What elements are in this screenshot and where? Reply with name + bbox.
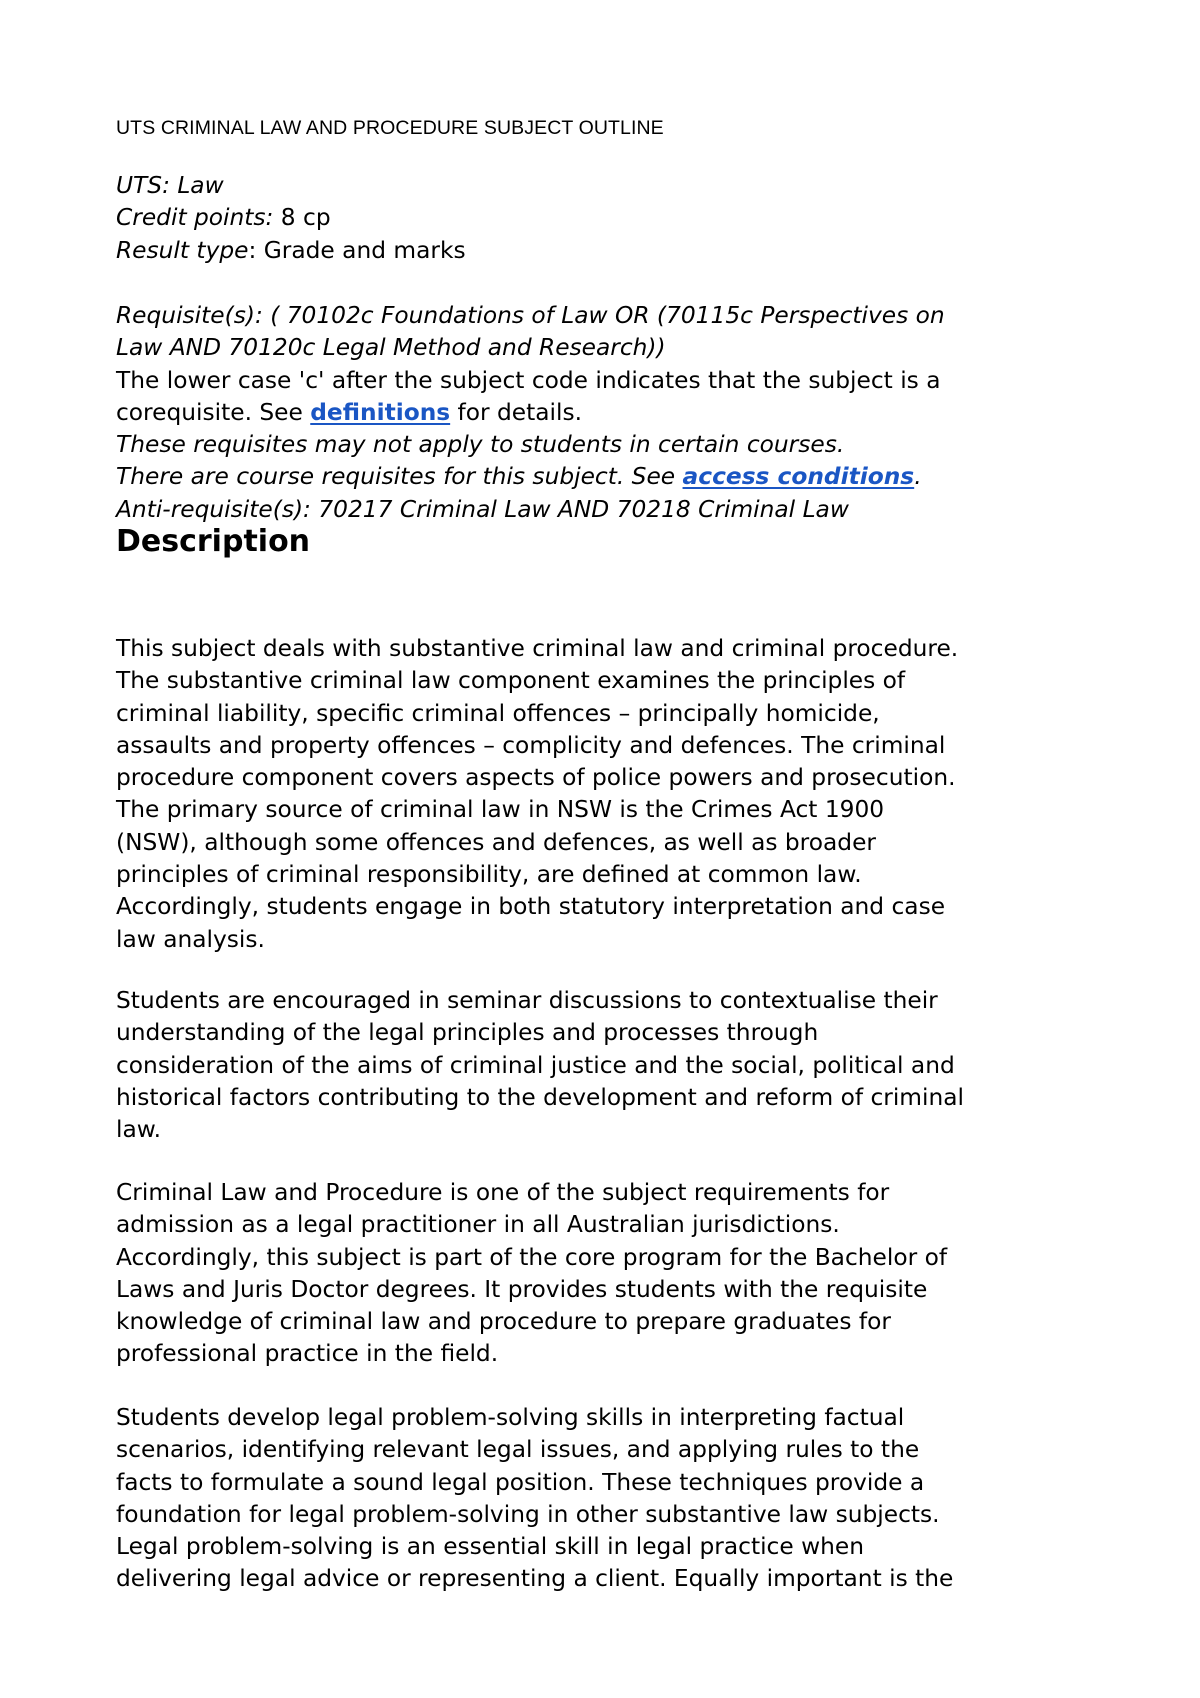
paragraph-line: criminal liability, specific criminal offences – principally homicide, bbox=[116, 699, 880, 727]
paragraph-line: professional practice in the field. bbox=[116, 1340, 499, 1368]
description-heading: Description bbox=[116, 524, 311, 559]
course-requisites-line bbox=[116, 461, 1116, 493]
paragraph-line: The primary source of criminal law in NSW is the Crimes Act 1900 bbox=[116, 796, 885, 824]
paragraph-line: Legal problem-solving is an essential skill in legal practice when bbox=[116, 1533, 865, 1561]
credit-points-value: 8 cp bbox=[273, 204, 331, 232]
paragraph-line: assaults and property offences – complicity and defences. The criminal bbox=[116, 731, 946, 759]
paragraph-line: This subject deals with substantive criminal law and criminal procedure. bbox=[116, 635, 959, 662]
paragraph-line: consideration of the aims of criminal justice and the social, political and bbox=[116, 1051, 955, 1079]
paragraph-line: law analysis. bbox=[116, 925, 265, 953]
result-type-label: Result type bbox=[116, 236, 249, 264]
paragraph-line: facts to formulate a sound legal position. These techniques provide a bbox=[116, 1468, 925, 1496]
requisite-line-1: Requisite(s): ( 70102c Foundations of Law OR (70115c Perspectives on bbox=[116, 302, 945, 329]
paragraph-line: (NSW), although some offences and defences, as well as broader bbox=[116, 828, 876, 856]
paragraph-line: procedure component covers aspects of police powers and prosecution. bbox=[116, 764, 956, 792]
paragraph-line: Students are encouraged in seminar discussions to contextualise their bbox=[116, 987, 938, 1014]
description-paragraph-2 bbox=[116, 985, 1116, 1146]
document-title: UTS CRIMINAL LAW AND PROCEDURE SUBJECT OUTLINE bbox=[116, 117, 664, 139]
paragraph-line: Accordingly, this subject is part of the core program for the Bachelor of bbox=[116, 1243, 948, 1271]
requisites-may-not-apply: These requisites may not apply to students in certain courses. bbox=[116, 431, 845, 459]
faculty-label: UTS: bbox=[116, 172, 170, 199]
paragraph-line: delivering legal advice or representing a client. Equally important is the bbox=[116, 1565, 954, 1593]
paragraph-line: historical factors contributing to the development and reform of criminal bbox=[116, 1083, 964, 1111]
faculty-line bbox=[116, 170, 1116, 202]
description-paragraph-4 bbox=[116, 1402, 1116, 1596]
paragraph-line: Accordingly, students engage in both statutory interpretation and case bbox=[116, 893, 946, 921]
subject-meta bbox=[116, 170, 1116, 267]
paragraph-line: scenarios, identifying relevant legal issues, and applying rules to the bbox=[116, 1436, 920, 1464]
corequisite-note-prefix: corequisite. See bbox=[116, 398, 311, 426]
faculty-value: Law bbox=[169, 172, 224, 199]
course-requisites-prefix: There are course requisites for this subject. See bbox=[116, 463, 683, 491]
paragraph-line: foundation for legal problem-solving in other substantive law subjects. bbox=[116, 1500, 940, 1528]
paragraph-line: Laws and Juris Doctor degrees. It provides students with the requisite bbox=[116, 1275, 928, 1303]
requisite-line-2: Law AND 70120c Legal Method and Research)) bbox=[116, 334, 666, 362]
requisites-block bbox=[116, 300, 1116, 526]
paragraph-line: Students develop legal problem-solving skills in interpreting factual bbox=[116, 1404, 905, 1431]
access-conditions-link[interactable]: access conditions bbox=[682, 463, 915, 491]
paragraph-line: law. bbox=[116, 1116, 162, 1144]
anti-requisite-line: Anti-requisite(s): 70217 Criminal Law AND 70218 Criminal Law bbox=[116, 495, 849, 523]
credit-points-label: Credit points: bbox=[116, 204, 274, 232]
corequisite-note-suffix: for details. bbox=[450, 398, 583, 426]
paragraph-line: The substantive criminal law component examines the principles of bbox=[116, 667, 906, 695]
description-paragraph-1 bbox=[116, 633, 1116, 956]
paragraph-line: knowledge of criminal law and procedure to prepare graduates for bbox=[116, 1308, 891, 1336]
description-paragraph-3 bbox=[116, 1177, 1116, 1371]
course-requisites-suffix: . bbox=[914, 463, 922, 491]
paragraph-line: Criminal Law and Procedure is one of the subject requirements for bbox=[116, 1179, 890, 1206]
credit-points-line bbox=[116, 202, 1116, 234]
result-type-line bbox=[116, 235, 1116, 267]
corequisite-note-line-2 bbox=[116, 397, 1116, 429]
result-type-value: : Grade and marks bbox=[248, 236, 466, 264]
definitions-link[interactable]: definitions bbox=[310, 398, 451, 426]
paragraph-line: admission as a legal practitioner in all Australian jurisdictions. bbox=[116, 1211, 840, 1239]
corequisite-note-line-1: The lower case 'c' after the subject code indicates that the subject is a bbox=[116, 366, 941, 394]
paragraph-line: principles of criminal responsibility, are defined at common law. bbox=[116, 861, 862, 889]
paragraph-line: understanding of the legal principles and processes through bbox=[116, 1019, 819, 1047]
